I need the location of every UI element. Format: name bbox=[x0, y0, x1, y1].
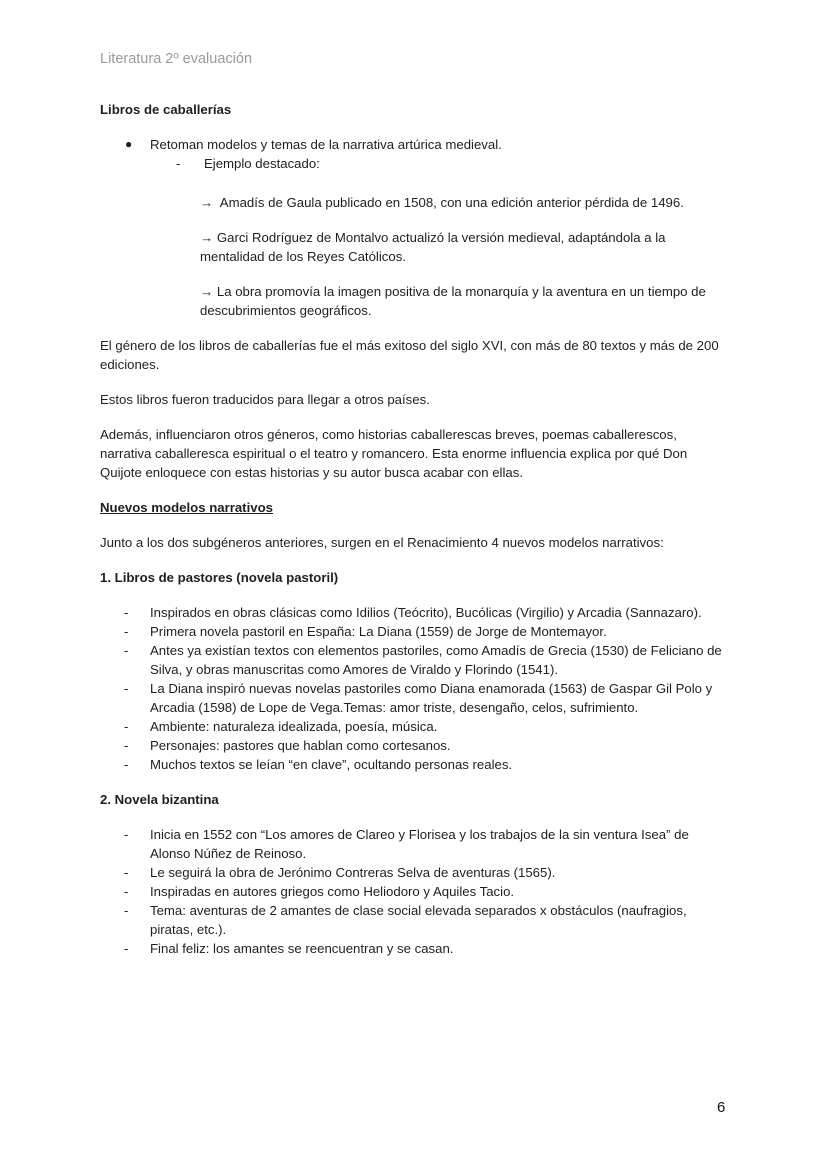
paragraph: El género de los libros de caballerías fue el más exitoso del siglo XVI, con más de 80 textos y más de 200 ediciones. bbox=[100, 338, 719, 372]
list-item-text: Final feliz: los amantes se reencuentran y se casan. bbox=[150, 941, 454, 956]
bullet-icon: ● bbox=[125, 137, 133, 151]
dash-icon: - bbox=[124, 757, 129, 772]
arrow-right-icon: → bbox=[200, 230, 214, 245]
dash-icon: - bbox=[176, 156, 181, 171]
dash-icon: - bbox=[124, 941, 129, 956]
arrow-right-icon: → bbox=[200, 284, 214, 299]
heading-novela-bizantina: 2. Novela bizantina bbox=[100, 792, 219, 807]
list-item-text: Muchos textos se leían “en clave”, ocultando personas reales. bbox=[150, 757, 513, 772]
arrow-item-text: La obra promovía la imagen positiva de la monarquía y la aventura en un tiempo de descubrimientos geográficos. bbox=[200, 284, 706, 318]
paragraph: Estos libros fueron traducidos para llegar a otros países. bbox=[100, 392, 430, 407]
list-item-text: Inspiradas en autores griegos como Heliodoro y Aquiles Tacio. bbox=[150, 884, 515, 899]
list-item bbox=[100, 717, 730, 736]
list-item-text: Primera novela pastoril en España: La Diana (1559) de Jorge de Montemayor. bbox=[150, 624, 607, 639]
arrow-item bbox=[100, 282, 730, 320]
list-item bbox=[100, 755, 730, 774]
list-item-text: La Diana inspiró nuevas novelas pastoriles como Diana enamorada (1563) de Gaspar Gil Polo y Arcadia (1598) de Lope de Vega.Temas: amor triste, desengaño, celos, sufrimiento. bbox=[150, 681, 713, 715]
list-item bbox=[100, 679, 730, 717]
list-item bbox=[100, 736, 730, 755]
document-header: Literatura 2º evaluación bbox=[100, 51, 253, 67]
dash-icon: - bbox=[124, 903, 129, 918]
sub-dash-item bbox=[100, 154, 730, 173]
document-body bbox=[100, 100, 730, 958]
list-item-text: Le seguirá la obra de Jerónimo Contreras Selva de aventuras (1565). bbox=[150, 865, 556, 880]
heading-novela-pastoril: 1. Libros de pastores (novela pastoril) bbox=[100, 570, 339, 585]
dash-icon: - bbox=[124, 719, 129, 734]
bullet-text: Retoman modelos y temas de la narrativa artúrica medieval. bbox=[150, 137, 502, 152]
list-item-text: Tema: aventuras de 2 amantes de clase social elevada separados x obstáculos (naufragios, piratas, etc.). bbox=[150, 903, 687, 937]
list-item bbox=[100, 622, 730, 641]
dash-icon: - bbox=[124, 643, 129, 658]
list-item bbox=[100, 825, 730, 863]
list-item bbox=[100, 863, 730, 882]
page-number: 6 bbox=[717, 1099, 726, 1116]
list-item-text: Inspirados en obras clásicas como Idilios (Teócrito), Bucólicas (Virgilio) y Arcadia (Sannazaro). bbox=[150, 605, 702, 620]
dash-icon: - bbox=[124, 865, 129, 880]
arrow-right-icon: → bbox=[200, 195, 214, 210]
list-item bbox=[100, 603, 730, 622]
dash-icon: - bbox=[124, 884, 129, 899]
bullet-item bbox=[100, 135, 730, 154]
list-item-text: Inicia en 1552 con “Los amores de Clareo y Florisea y los trabajos de la sin ventura Isea” de Alonso Núñez de Reinoso. bbox=[150, 827, 689, 861]
list-item-text: Antes ya existían textos con elementos pastoriles, como Amadís de Grecia (1530) de Feliciano de Silva, y obras manuscritas como Amores de Viraldo y Florindo (1541). bbox=[150, 643, 722, 677]
arrow-item-text: Garci Rodríguez de Montalvo actualizó la versión medieval, adaptándola a la mentalidad de los Reyes Católicos. bbox=[200, 230, 666, 264]
arrow-item bbox=[100, 193, 730, 212]
heading-nuevos-modelos: Nuevos modelos narrativos bbox=[100, 500, 273, 515]
list-item-text: Ambiente: naturaleza idealizada, poesía, música. bbox=[150, 719, 438, 734]
dash-icon: - bbox=[124, 738, 129, 753]
list-item bbox=[100, 882, 730, 901]
paragraph: Además, influenciaron otros géneros, como historias caballerescas breves, poemas caballerescos, narrativa caballeresca espiritual o el teatro y romancero. Esta enorme influencia explica por qué Don Quijote enloquece con estas historias y su autor busca acabar con ellas. bbox=[100, 427, 688, 480]
pastoril-list bbox=[100, 603, 730, 774]
arrow-item-text: Amadís de Gaula publicado en 1508, con una edición anterior pérdida de 1496. bbox=[219, 195, 684, 210]
list-item bbox=[100, 641, 730, 679]
dash-icon: - bbox=[124, 605, 129, 620]
arrow-item bbox=[100, 228, 730, 266]
dash-icon: - bbox=[124, 827, 129, 842]
paragraph-intro: Junto a los dos subgéneros anteriores, surgen en el Renacimiento 4 nuevos modelos narrativos: bbox=[100, 535, 664, 550]
heading-libros-caballerias: Libros de caballerías bbox=[100, 102, 232, 117]
dash-icon: - bbox=[124, 681, 129, 696]
sub-dash-text: Ejemplo destacado: bbox=[204, 156, 320, 171]
list-item bbox=[100, 901, 730, 939]
list-item-text: Personajes: pastores que hablan como cortesanos. bbox=[150, 738, 451, 753]
dash-icon: - bbox=[124, 624, 129, 639]
list-item bbox=[100, 939, 730, 958]
bizantina-list bbox=[100, 825, 730, 958]
